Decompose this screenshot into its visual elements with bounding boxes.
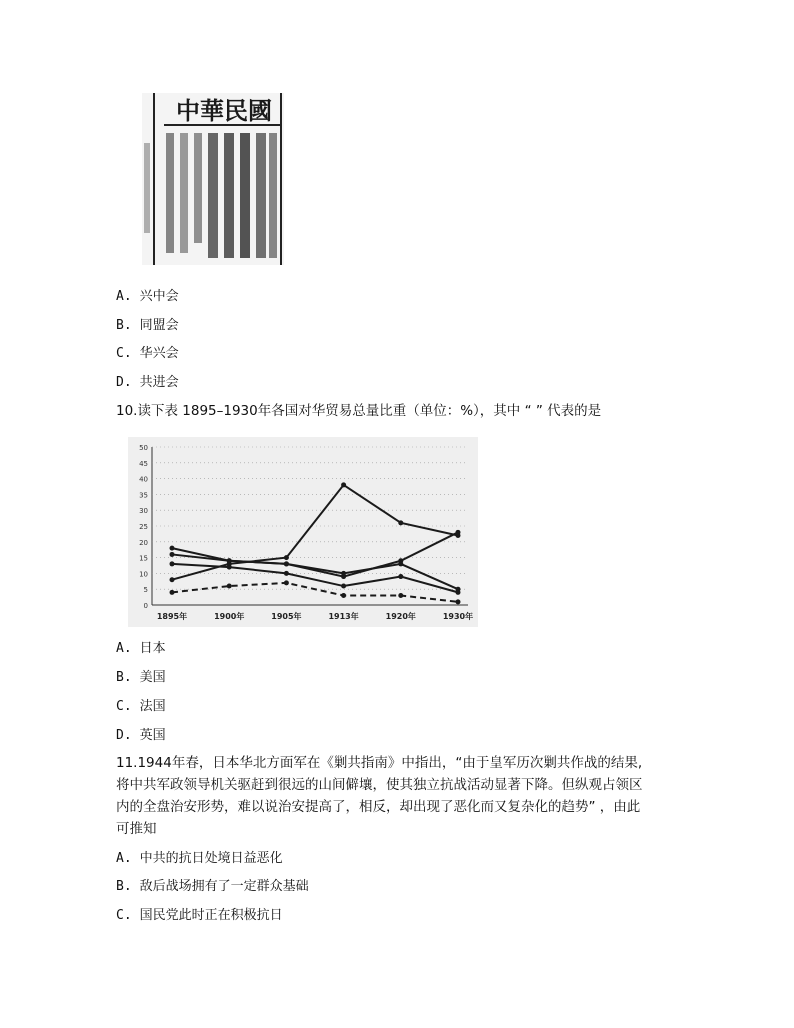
y-tick-label: 30 bbox=[139, 507, 148, 516]
q11-stem-line: 11.1944年春，日本华北方面军在《剿共指南》中指出，“由于皇军历次剿共作战的结果, bbox=[116, 755, 643, 771]
data-point bbox=[284, 571, 289, 576]
y-tick-label: 5 bbox=[143, 586, 148, 595]
newspaper-scan bbox=[142, 93, 284, 265]
data-point bbox=[398, 593, 403, 598]
data-point bbox=[341, 593, 346, 598]
q11-option-a[interactable] bbox=[116, 850, 283, 868]
y-tick-label: 40 bbox=[139, 475, 148, 484]
data-point bbox=[398, 574, 403, 579]
option-text: 法国 bbox=[139, 699, 166, 714]
option-text: 美国 bbox=[139, 670, 166, 685]
data-point bbox=[170, 561, 175, 566]
option-letter: C. bbox=[116, 699, 132, 714]
q9-option-b[interactable] bbox=[116, 317, 179, 335]
q11-stem-line: 将中共军政领导机关驱赶到很远的山间僻壤，使其独立抗战活动显著下降。但纵观占领区 bbox=[116, 777, 643, 793]
data-point bbox=[284, 561, 289, 566]
data-point bbox=[341, 482, 346, 487]
q10-stem: 10.读下表 1895–1930年各国对华贸易总量比重（单位：%），其中 “ ” 代表的是 bbox=[116, 403, 602, 419]
x-tick-label: 1920年 bbox=[385, 612, 416, 621]
option-text: 敌后战场拥有了一定群众基础 bbox=[139, 879, 309, 894]
q10-option-b[interactable] bbox=[116, 669, 166, 687]
option-text: 兴中会 bbox=[139, 289, 179, 304]
x-tick-label: 1895年 bbox=[156, 612, 188, 621]
option-text: 华兴会 bbox=[139, 346, 179, 361]
chart-svg bbox=[128, 437, 478, 627]
x-tick-label: 1913年 bbox=[328, 612, 359, 621]
q10-option-c[interactable] bbox=[116, 698, 166, 716]
data-point bbox=[456, 530, 461, 535]
option-letter: B. bbox=[116, 879, 132, 894]
data-point bbox=[227, 584, 232, 589]
option-letter: C. bbox=[116, 346, 132, 361]
data-point bbox=[284, 580, 289, 585]
option-text: 同盟会 bbox=[139, 318, 179, 333]
data-point bbox=[398, 561, 403, 566]
data-point bbox=[170, 590, 175, 595]
x-tick-label: 1930年 bbox=[442, 612, 474, 621]
q9-option-a[interactable] bbox=[116, 288, 179, 306]
y-tick-label: 50 bbox=[139, 444, 148, 452]
data-point bbox=[227, 558, 232, 563]
data-point bbox=[170, 577, 175, 582]
q10-option-d[interactable] bbox=[116, 727, 166, 745]
newspaper-image bbox=[142, 93, 284, 265]
x-tick-label: 1905年 bbox=[271, 612, 302, 621]
data-point bbox=[170, 546, 175, 551]
data-point bbox=[284, 555, 289, 560]
q11-option-c[interactable] bbox=[116, 907, 283, 925]
masthead-text: 中華民國 bbox=[176, 96, 272, 125]
q11-option-b[interactable] bbox=[116, 878, 309, 896]
option-letter: A. bbox=[116, 289, 132, 304]
data-point bbox=[227, 565, 232, 570]
trade-share-chart bbox=[128, 437, 478, 627]
data-point bbox=[456, 599, 461, 604]
option-text: 国民党此时正在积极抗日 bbox=[139, 908, 283, 923]
y-tick-label: 35 bbox=[139, 491, 148, 500]
option-text: 共进会 bbox=[139, 375, 179, 390]
y-tick-label: 20 bbox=[139, 538, 148, 547]
q10-option-a[interactable] bbox=[116, 640, 166, 658]
x-tick-label: 1900年 bbox=[214, 612, 245, 621]
q11-stem-line: 内的全盘治安形势，难以说治安提高了，相反，却出现了恶化而又复杂化的趋势” ，由此 bbox=[116, 799, 641, 815]
y-tick-label: 15 bbox=[139, 554, 148, 563]
y-tick-label: 25 bbox=[139, 523, 148, 531]
option-text: 英国 bbox=[139, 728, 166, 743]
q9-option-c[interactable] bbox=[116, 345, 179, 363]
data-point bbox=[456, 587, 461, 592]
y-tick-label: 45 bbox=[139, 459, 148, 468]
y-tick-label: 0 bbox=[143, 602, 148, 610]
option-letter: B. bbox=[116, 670, 132, 685]
option-letter: B. bbox=[116, 318, 132, 333]
option-letter: A. bbox=[116, 851, 132, 866]
option-text: 日本 bbox=[139, 641, 166, 656]
option-letter: C. bbox=[116, 908, 132, 923]
data-point bbox=[170, 552, 175, 557]
option-letter: D. bbox=[116, 375, 132, 390]
q9-option-d[interactable] bbox=[116, 374, 179, 392]
q11-stem bbox=[116, 752, 676, 840]
y-tick-label: 10 bbox=[139, 570, 148, 579]
q11-stem-line: 可推知 bbox=[116, 821, 157, 837]
data-point bbox=[398, 520, 403, 525]
data-point bbox=[341, 584, 346, 589]
option-letter: D. bbox=[116, 728, 132, 743]
option-letter: A. bbox=[116, 641, 132, 656]
data-point bbox=[341, 571, 346, 576]
option-text: 中共的抗日处境日益恶化 bbox=[139, 851, 283, 866]
